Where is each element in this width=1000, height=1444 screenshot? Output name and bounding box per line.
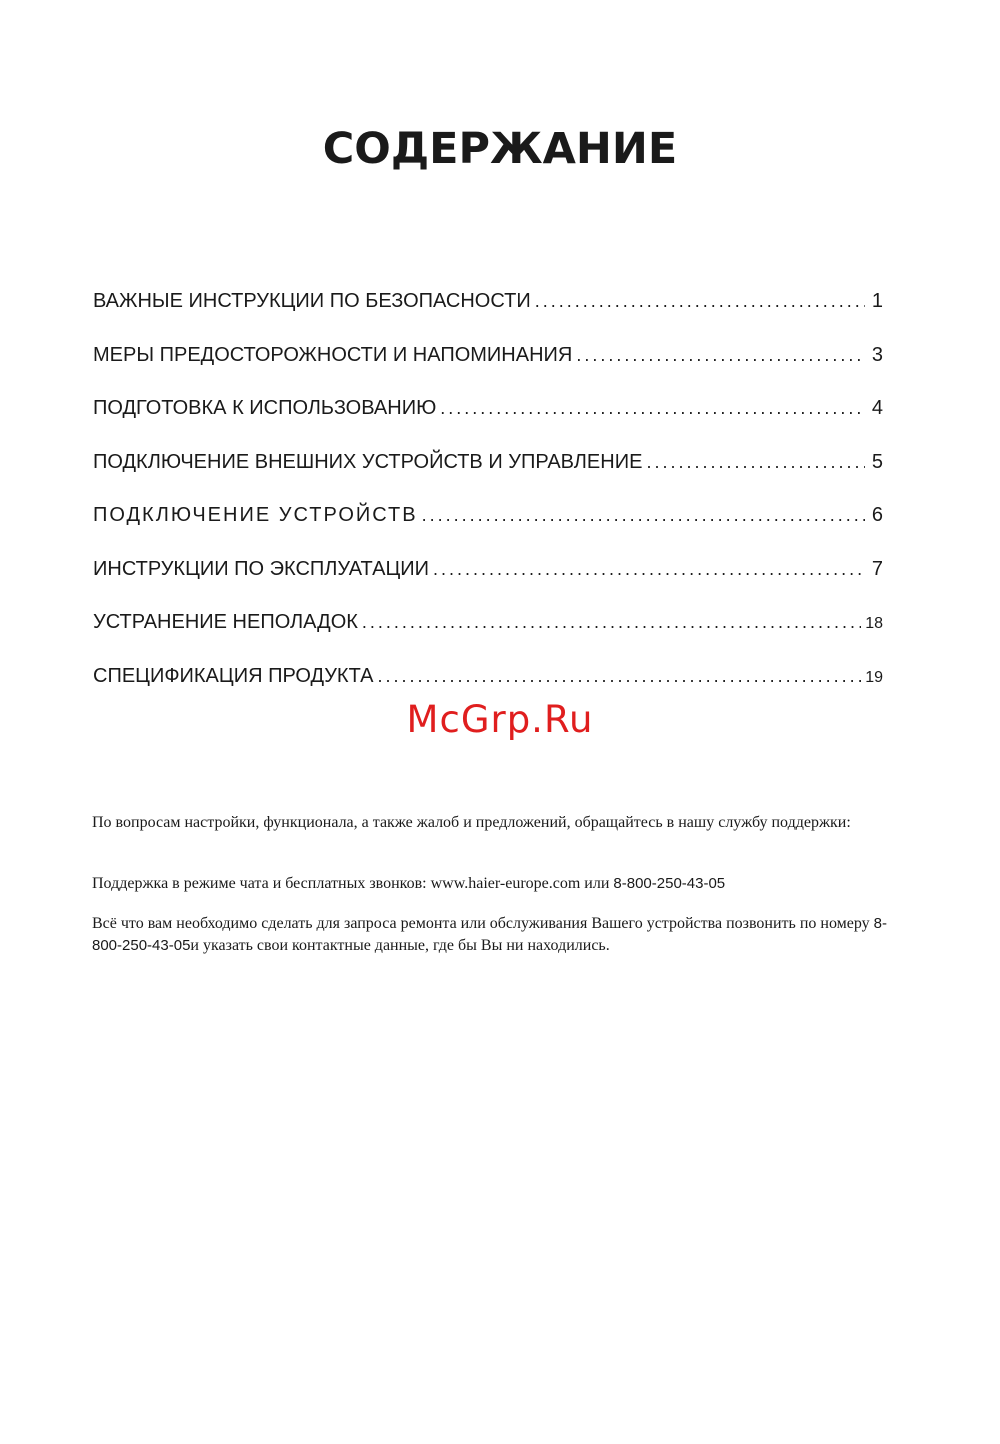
support-repair-phone[interactable]: 8-800-250-43-05 — [92, 915, 888, 954]
toc-item-page: 3 — [871, 343, 883, 366]
toc-item-preparation[interactable] — [93, 397, 883, 451]
support-intro: По вопросам настройки, функционала, а также жалоб и предложений, обращайтесь в нашу службу поддержки: — [92, 814, 851, 831]
support-chat-line — [92, 873, 912, 895]
toc-item-troubleshooting[interactable] — [93, 611, 883, 665]
toc-leader-dots — [440, 398, 865, 419]
toc-item-page: 4 — [871, 397, 883, 419]
toc-leader-dots — [377, 666, 861, 687]
toc-item-label: УСТРАНЕНИЕ НЕПОЛАДОК — [93, 611, 358, 633]
toc-leader-dots — [576, 345, 865, 366]
toc-item-page: 5 — [871, 450, 883, 473]
support-chat-text: Поддержка в режиме чата и бесплатных звонков: www.haier-europe.com или — [92, 875, 614, 892]
table-of-contents — [93, 290, 883, 718]
toc-leader-dots — [362, 612, 861, 633]
toc-item-page: 7 — [871, 557, 883, 580]
toc-item-page: 1 — [871, 290, 883, 312]
toc-item-label: ИНСТРУКЦИИ ПО ЭКСПЛУАТАЦИИ — [93, 557, 429, 580]
toc-item-page: 19 — [865, 668, 883, 686]
toc-leader-dots — [646, 452, 865, 473]
toc-item-label: СПЕЦИФИКАЦИЯ ПРОДУКТА — [93, 664, 374, 687]
toc-item-label: ПОДГОТОВКА К ИСПОЛЬЗОВАНИЮ — [93, 397, 437, 419]
toc-leader-dots — [535, 291, 865, 312]
toc-item-label: ПОДКЛЮЧЕНИЕ УСТРОЙСТВ — [93, 504, 418, 526]
toc-item-label: МЕРЫ ПРЕДОСТОРОЖНОСТИ И НАПОМИНАНИЯ — [93, 343, 573, 366]
toc-item-label: ПОДКЛЮЧЕНИЕ ВНЕШНИХ УСТРОЙСТВ И УПРАВЛЕНИЕ — [93, 450, 643, 473]
support-repair-text: Всё что вам необходимо сделать для запроса ремонта или обслуживания Вашего устройства позвонить по номеру — [92, 915, 874, 932]
toc-item-page: 6 — [871, 504, 883, 526]
support-repair-suffix: и указать свои контактные данные, где бы Вы ни находились. — [190, 937, 610, 954]
toc-item-device-connection[interactable] — [93, 504, 883, 558]
toc-item-external-devices[interactable] — [93, 451, 883, 505]
watermark: McGrp.Ru — [406, 698, 594, 741]
toc-item-precautions[interactable] — [93, 344, 883, 398]
toc-item-operating-instructions[interactable] — [93, 558, 883, 612]
toc-item-safety[interactable] — [93, 290, 883, 344]
toc-leader-dots — [422, 505, 865, 526]
page-title: СОДЕРЖАНИЕ — [322, 124, 678, 174]
toc-item-label: ВАЖНЫЕ ИНСТРУКЦИИ ПО БЕЗОПАСНОСТИ — [93, 290, 531, 312]
support-repair-paragraph — [92, 913, 912, 957]
toc-item-page: 18 — [865, 615, 883, 632]
support-phone[interactable]: 8-800-250-43-05 — [613, 875, 726, 892]
toc-leader-dots — [433, 559, 865, 580]
